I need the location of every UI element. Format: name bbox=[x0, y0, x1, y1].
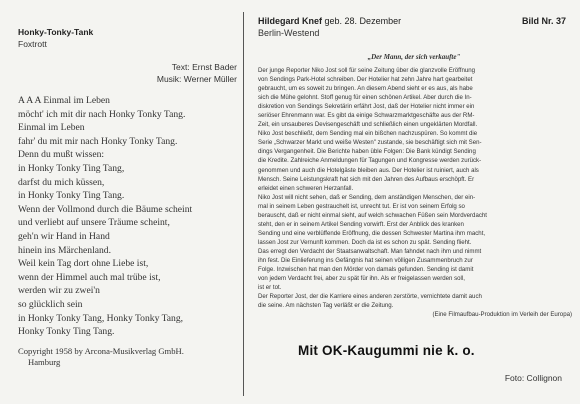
synopsis-line: Das erregt den Verdacht der Staatsanwaltschaft. Man fahndet nach ihm und nimmt bbox=[258, 247, 482, 255]
synopsis-line: Sending und eine verblüffende Eröffnung, die dessen Schwester Martina ihm macht, bbox=[258, 229, 486, 237]
actress-header bbox=[258, 16, 401, 26]
lyric-line: fahr' du mit mir nach Honky Tonky Tang. bbox=[18, 135, 178, 147]
lyric-line: Einmal im Leben bbox=[18, 122, 85, 134]
synopsis-line: sich die Mühe gelohnt. Stoff genug für einen schönen Artikel. Aber durch die In- bbox=[258, 94, 472, 102]
copyright-notice bbox=[18, 346, 244, 368]
synopsis-line: erleidet einen schweren Herzanfall. bbox=[258, 184, 354, 192]
synopsis-line: Niko Jost beschließt, dem Sending mal ein bißchen nachzuspüren. So kommt die bbox=[258, 130, 478, 138]
lyric-line: so glücklich sein bbox=[18, 298, 83, 310]
lyric-line: Honky Tonky Ting Tang. bbox=[18, 326, 115, 338]
synopsis-line: diskretion von Sendings Sekretärin erfährt Jost, daß der Hotelier nicht immer ein bbox=[258, 103, 475, 111]
synopsis-line: Serie „Schwarzer Markt und weiße Westen" zustande, sie beschäftigt sich mit Sen- bbox=[258, 139, 482, 147]
lyric-line: geh'n wir Hand in Hand bbox=[18, 230, 110, 242]
synopsis-line: die Kredite. Zahlreiche Anmeldungen für Tagungen und Kongresse werden zurück- bbox=[258, 157, 482, 165]
lyric-line: hinein ins Märchenland. bbox=[18, 244, 111, 256]
card-number: Bild Nr. 37 bbox=[521, 16, 566, 26]
lyric-line: A A A Einmal im Leben bbox=[18, 95, 110, 106]
lyric-line: darfst du mich küssen, bbox=[18, 176, 105, 188]
lyric-line: und verliebt auf unsere Träume scheint, bbox=[18, 217, 170, 229]
synopsis-line: steht, den er in seinem Artikel Sending vorwirft. Erst der Anblick des kranken bbox=[258, 220, 464, 228]
column-divider bbox=[243, 12, 244, 396]
synopsis-line: genommen und auch die Hotelgäste bleiben aus. Der Hotelier ist ruiniert, auch als bbox=[258, 166, 479, 174]
synopsis-line: lassen Jost zur Vernunft kommen. Doch da ist es schon zu spät. Sending flieht. bbox=[258, 238, 472, 246]
lyric-line: werden wir zu zwei'n bbox=[18, 285, 100, 297]
advert-slogan: Mit OK-Kaugummi nie k. o. bbox=[298, 343, 475, 358]
photo-credit: Foto: Collignon bbox=[504, 373, 562, 383]
lyric-line: in Honky Tonky Ting Tang, bbox=[18, 162, 125, 174]
synopsis-line: Zeit, ein unsauberes Devisengeschäft und schließlich einen ungeklärten Mordfall. bbox=[258, 121, 478, 129]
synopsis-line: (Eine Filmaufbau-Produktion im Verleih der Europa) bbox=[432, 311, 572, 319]
lyric-line: wenn der Himmel auch mal trübe ist, bbox=[18, 271, 161, 283]
synopsis-line: Folge. Inzwischen hat man den Mörder von damals gefunden. Sending ist damit bbox=[258, 266, 474, 274]
synopsis-line: gebraucht, um es soweit zu bringen. An diesem Abend sieht er es aus, als habe bbox=[258, 85, 473, 93]
synopsis-line: von Sendings Park-Hotel schreiben. Der Hotelier hat zehn Jahre hart gearbeitet bbox=[258, 76, 473, 84]
song-lyrics bbox=[18, 94, 244, 339]
synopsis-line: ihn fest. Die Einlieferung ins Gefängnis hat seinen völligen Zusammenbruch zur bbox=[258, 256, 473, 264]
lyric-line: in Honky Tonky Tang, Honky Tonky Tang, bbox=[18, 312, 184, 324]
synopsis-line: Mensch. Seine Leistungskraft hat sich mit den Jahren des Aufbaus erschöpft. Er bbox=[258, 175, 475, 183]
song-genre: Foxtrott bbox=[18, 39, 47, 49]
lyric-line: möcht' ich mit dir nach Honky Tonky Tang. bbox=[18, 108, 186, 120]
lyric-line: in Honky Tonky Ting Tang. bbox=[18, 190, 125, 202]
copyright-line: Copyright 1958 by Arcona-Musikverlag GmbH. bbox=[18, 346, 184, 356]
actress-name: Hildegard Knef bbox=[258, 16, 323, 26]
birth-place: Berlin-Westend bbox=[258, 28, 320, 38]
synopsis-line: von jedem Verdacht frei, aber zu spät für ihn. Als er freigelassen werden soll, bbox=[258, 275, 465, 283]
film-title: „Der Mann, der sich verkaufte" bbox=[367, 53, 461, 61]
synopsis-line: seriöser Ehrenmann war. Es gibt da einige Schwarzmarktgeschäfte aus der RM- bbox=[258, 112, 475, 120]
copyright-city: Hamburg bbox=[28, 357, 61, 367]
synopsis-line: berauscht, daß er nicht einmal sieht, auf welch schwachen Füßen sein Mordverdacht bbox=[258, 211, 487, 219]
song-title: Honky-Tonky-Tank bbox=[18, 27, 94, 37]
synopsis-line: mal in seinem Leben gestrauchelt ist, unrecht tut. Er ist von seinem Erfolg so bbox=[258, 202, 465, 210]
composer-credit: Musik: Werner Müller bbox=[156, 74, 237, 84]
birth-date: geb. 28. Dezember bbox=[324, 16, 402, 26]
synopsis-line: die seine. Am nächsten Tag verläßt er die Zeitung. bbox=[258, 302, 394, 310]
lyric-line: Weil kein Tag dort ohne Liebe ist, bbox=[18, 258, 149, 270]
synopsis-line: Der junge Reporter Niko Jost soll für seine Zeitung über die glanzvolle Eröffnung bbox=[258, 67, 476, 74]
synopsis-line: ist er tot. bbox=[258, 284, 282, 292]
synopsis-line: dings Vergangenheit. Die Berichte haben üble Folgen: Die Bank kündigt Sending bbox=[258, 148, 476, 156]
lyric-line: Denn du mußt wissen: bbox=[18, 149, 105, 161]
synopsis-line: Der Reporter Jost, der die Karriere eines anderen zerstörte, vernichtete damit auch bbox=[258, 293, 482, 301]
film-synopsis bbox=[258, 66, 572, 319]
lyricist-credit: Text: Ernst Bader bbox=[171, 62, 237, 72]
lyric-line: Wenn der Vollmond durch die Bäume scheint bbox=[18, 203, 193, 215]
synopsis-line: Niko Jost will nicht sehen, daß er Sending, dem anständigen Menschen, der ein- bbox=[258, 193, 476, 201]
